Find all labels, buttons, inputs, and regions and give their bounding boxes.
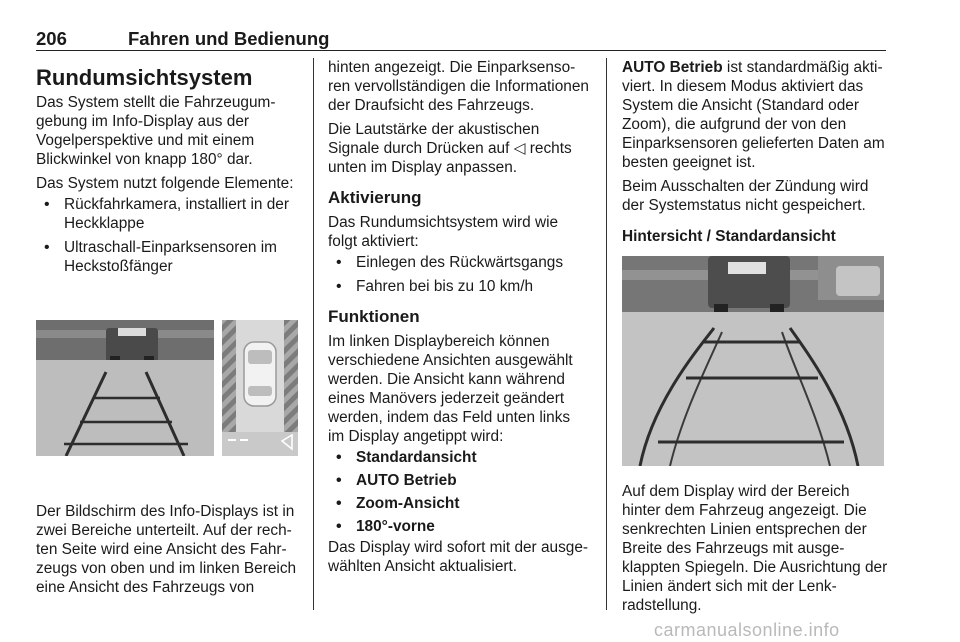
elements-list <box>36 195 298 276</box>
section-heading: Rundumsichtsystem <box>36 65 253 90</box>
column-2 <box>328 58 590 581</box>
list-item: • AUTO Betrieb <box>328 471 590 490</box>
display-paragraph: Auf dem Display wird der Bereich hinter dem Fahrzeug angezeigt. Die senkrechten Linien entsprechen der Breite des Fahrzeugs mit ausgeklappten Spiegeln. Die Ausrichtung der Linien ändert sich mit der Lenkradstellung. <box>622 483 888 614</box>
column-divider <box>313 58 314 610</box>
running-title: Fahren und Bedienung <box>128 28 330 49</box>
list-item: • Fahren bei bis zu 10 km/h <box>328 277 590 296</box>
ignition-paragraph: Beim Ausschalten der Zündung wird der Systemstatus nicht gespeichert. <box>622 178 869 214</box>
list-item: • Einlegen des Rückwärtsgangs <box>328 253 590 272</box>
list-item: • Zoom-Ansicht <box>328 494 590 513</box>
elements-intro: Das System nutzt folgende Elemente: <box>36 175 294 192</box>
intro-paragraph: Das System stellt die Fahrzeugumgebung im Info-Display aus der Vogelperspektive und mit einem Blickwinkel von knapp 180° dar. <box>36 94 276 168</box>
split-screen-illustration <box>36 320 298 456</box>
auto-label: AUTO Betrieb <box>622 59 723 76</box>
list-item: • Standardansicht <box>328 448 590 467</box>
functions-heading: Funktionen <box>328 307 420 326</box>
activation-heading: Aktivierung <box>328 188 422 207</box>
auto-text: ist standardmäßig aktiviert. In diesem Modus aktiviert das System die Ansicht (Standard oder Zoom), die aufgrund der von den Einparksensoren gelieferten Daten am besten geeignet ist. <box>622 59 885 171</box>
watermark: carmanualsonline.info <box>654 620 840 640</box>
update-paragraph: Das Display wird sofort mit der ausgewählten Ansicht aktualisiert. <box>328 539 589 575</box>
column-3 <box>622 58 888 620</box>
list-item: • Rückfahrkamera, installiert in der Heckklappe <box>36 195 298 233</box>
activation-list <box>328 253 590 296</box>
page-header <box>36 28 886 51</box>
rear-camera-illustration <box>622 256 888 466</box>
list-item: • 180°-vorne <box>328 517 590 536</box>
views-list <box>328 448 590 536</box>
list-item: • Ultraschall-Einparksensoren im Heckstoßfänger <box>36 238 298 276</box>
screen-paragraph: Der Bildschirm des Info-Displays ist in zwei Bereiche unterteilt. Auf der rechten Seite wird eine Ansicht des Fahrzeugs von oben und im linken Bereich eine Ansicht des Fahrzeugs von <box>36 503 297 596</box>
column-1 <box>36 58 298 602</box>
page-number: 206 <box>36 28 67 49</box>
column-divider <box>606 58 607 610</box>
subsection-heading: Hintersicht / Standardansicht <box>622 228 836 245</box>
auto-paragraph <box>622 58 888 172</box>
continued-paragraph: hinten angezeigt. Die Einparksensoren vervollständigen die Informationen der Draufsicht des Fahrzeugs. <box>328 59 589 114</box>
activation-intro: Das Rundumsichtsystem wird wie folgt aktiviert: <box>328 214 559 250</box>
volume-paragraph: Die Lautstärke der akustischen Signale durch Drücken auf ◁ rechts unten im Display anpassen. <box>328 121 572 176</box>
functions-intro: Im linken Displaybereich können verschiedene Ansichten ausgewählt werden. Die Ansicht kann während eines Manövers jederzeit geändert werden, indem das Feld unten links im Display angetippt wird: <box>328 333 573 445</box>
